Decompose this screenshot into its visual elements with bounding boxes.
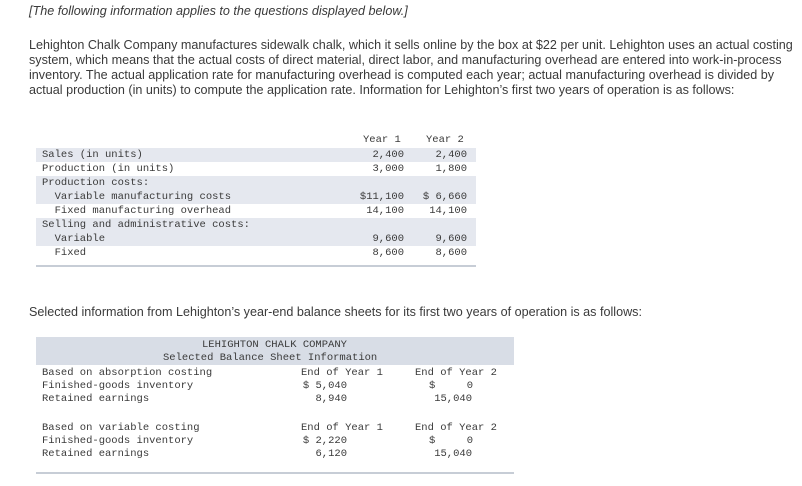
row-year1: 14,100 <box>366 205 404 217</box>
variable-col-year2: End of Year 2 <box>415 422 497 434</box>
row-year2: 9,600 <box>435 233 467 245</box>
company-name: LEHIGHTON CHALK COMPANY <box>202 339 347 351</box>
absorption-re-year2: 15,040 <box>434 393 472 405</box>
table-row <box>36 162 476 176</box>
absorption-re-year1: 8,940 <box>315 393 347 405</box>
problem-intro: Lehighton Chalk Company manufactures sidewalk chalk, which it sells online by the box at $22 per unit. Lehighton uses an actual costing system, which means that the actual costs of direct material, direct labor, and manufacturing overhead are entered into work-in-process inventory. The actual application rate for manufacturing overhead is computed each year; actual manufacturing overhead is divided by actual production (in units) to compute the application rate. Information for Lehighton’s first two years of operation is as follows: <box>29 38 793 97</box>
absorption-fg-label: Finished-goods inventory <box>42 380 194 392</box>
row-year1: 9,600 <box>372 233 404 245</box>
row-year1: 3,000 <box>372 163 404 175</box>
operations-table <box>36 130 476 267</box>
row-label: Fixed manufacturing overhead <box>42 205 232 217</box>
row-year2: $ 6,660 <box>422 191 467 203</box>
row-year2: 8,600 <box>435 247 467 259</box>
table-row <box>36 176 476 190</box>
row-label: Selling and administrative costs: <box>42 219 250 231</box>
variable-fg-year2: $ 0 <box>429 435 474 447</box>
row-year1: $11,100 <box>359 191 404 203</box>
variable-col-year1: End of Year 1 <box>301 422 383 434</box>
balance-sheet-table <box>36 337 514 474</box>
table-row <box>36 148 476 162</box>
table-row <box>36 204 476 218</box>
col-year2: Year 2 <box>426 134 464 146</box>
variable-re-label: Retained earnings <box>42 448 150 460</box>
row-label: Production (in units) <box>42 163 175 175</box>
absorption-col-year2: End of Year 2 <box>415 367 497 379</box>
selected-info-text: Selected information from Lehighton’s year-end balance sheets for its first two years of operation is as follows: <box>29 305 642 319</box>
table-row <box>36 232 476 246</box>
instruction-note: [The following information applies to the questions displayed below.] <box>29 4 408 18</box>
table-row <box>36 218 476 232</box>
variable-re-year1: 6,120 <box>315 448 347 460</box>
variable-heading: Based on variable costing <box>42 422 200 434</box>
variable-fg-year1: $ 2,220 <box>302 435 347 447</box>
table-title: Selected Balance Sheet Information <box>163 352 378 364</box>
row-label: Variable <box>42 233 106 245</box>
absorption-re-label: Retained earnings <box>42 393 150 405</box>
row-label: Sales (in units) <box>42 149 143 161</box>
absorption-col-year1: End of Year 1 <box>301 367 383 379</box>
variable-re-year2: 15,040 <box>434 448 472 460</box>
row-year2: 1,800 <box>435 163 467 175</box>
absorption-fg-year1: $ 5,040 <box>302 380 347 392</box>
row-year2: 2,400 <box>435 149 467 161</box>
variable-fg-label: Finished-goods inventory <box>42 435 194 447</box>
absorption-fg-year2: $ 0 <box>429 380 474 392</box>
table-row <box>36 190 476 204</box>
row-label: Fixed <box>42 247 87 259</box>
row-label: Production costs: <box>42 177 150 189</box>
row-year2: 14,100 <box>429 205 467 217</box>
table-row <box>36 246 476 260</box>
row-year1: 8,600 <box>372 247 404 259</box>
col-year1: Year 1 <box>363 134 401 146</box>
row-year1: 2,400 <box>372 149 404 161</box>
absorption-heading: Based on absorption costing <box>42 367 213 379</box>
row-label: Variable manufacturing costs <box>42 191 232 203</box>
